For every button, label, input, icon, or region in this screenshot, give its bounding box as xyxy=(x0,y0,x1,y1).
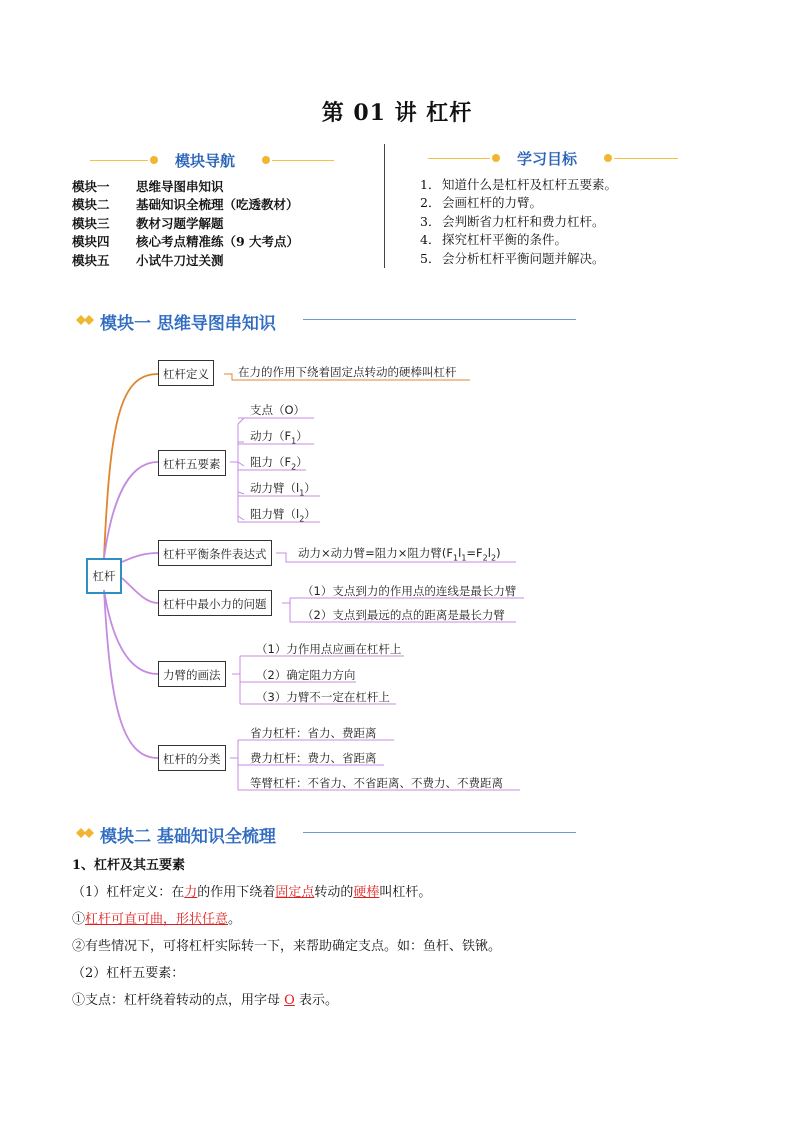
mindmap-leaf: 费力杠杆：费力、省距离 xyxy=(250,751,377,765)
paragraph-fulcrum: ①支点：杠杆绕着转动的点，用字母 O 表示。 xyxy=(72,993,338,1008)
mindmap-leaf: 支点（O） xyxy=(250,403,306,417)
mindmap-leaf: 动力臂$(l_1)$ xyxy=(250,481,316,498)
page-title: 第 01 讲 杠杆 xyxy=(321,100,473,126)
mindmap-leaf: （1）力作用点应画在杠杆上 xyxy=(256,642,402,656)
subsection-heading: 1、杠杆及其五要素 xyxy=(72,858,186,873)
goal-item: 2． 会画杠杆的力臂。 xyxy=(420,195,543,211)
goal-item: 5． 会分析杠杆平衡问题并解决。 xyxy=(420,250,605,266)
mindmap-leaf: 动力×动力臂=阻力×阻力臂$(F_1l_1=F_2l_2)$ xyxy=(298,546,501,563)
mindmap-leaf: 阻力臂$(l_2)$ xyxy=(250,507,316,524)
paragraph-shape: ①杠杆可直可曲，形状任意。 xyxy=(72,912,242,927)
module2-rule xyxy=(303,832,576,833)
paragraph-definition: （1）杠杆定义：在力的作用下绕着固定点转动的硬棒叫杠杆。 xyxy=(72,885,432,900)
mindmap-node-definition: 杠杆定义 xyxy=(158,360,214,386)
mindmap-node-five-elements: 杠杆五要素 xyxy=(158,450,226,476)
goals-heading: 学习目标 xyxy=(517,150,578,168)
goal-item: 1． 知道什么是杠杆及杠杆五要素。 xyxy=(420,177,618,192)
nav-item[interactable]: 模块二 基础知识全梳理（吃透教材） xyxy=(72,197,299,213)
mindmap-leaf: 等臂杠杆：不省力、不省距离、不费力、不费距离 xyxy=(250,776,503,790)
nav-item[interactable]: 模块一 思维导图串知识 xyxy=(72,179,224,194)
mindmap-leaf: （3）力臂不一定在杠杆上 xyxy=(256,690,390,704)
paragraph-five-elements: （2）杠杆五要素： xyxy=(72,966,185,981)
nav-heading: 模块导航 xyxy=(175,152,236,170)
goal-item: 3． 会判断省力杠杆和费力杠杆。 xyxy=(420,213,605,229)
mindmap-leaf: 阻力$(F_2)$ xyxy=(250,455,308,472)
module1-title: 模块一 思维导图串知识 xyxy=(100,314,276,334)
mindmap-leaf: （2）确定阻力方向 xyxy=(256,668,356,682)
nav-item[interactable]: 模块五 小试牛刀过关测 xyxy=(72,252,224,268)
mindmap-leaf: （2）支点到最远的点的距离是最长力臂 xyxy=(302,608,505,622)
module2-title: 模块二 基础知识全梳理 xyxy=(100,827,276,847)
mindmap-leaf: （1）支点到力的作用点的连线是最长力臂 xyxy=(302,584,517,598)
goal-item: 4． 探究杠杆平衡的条件。 xyxy=(420,232,568,248)
mindmap-leaf: 动力$(F_1)$ xyxy=(250,429,308,446)
mindmap-node-min-force: 杠杆中最小力的问题 xyxy=(158,590,272,616)
mindmap-node-balance-condition: 杠杆平衡条件表达式 xyxy=(158,540,272,566)
mindmap-root-node: 杠杆 xyxy=(86,558,122,594)
mindmap-node-classification: 杠杆的分类 xyxy=(158,745,226,771)
mindmap-leaf: 在力的作用下绕着固定点转动的硬棒叫杠杆 xyxy=(238,365,457,379)
mindmap-leaf: 省力杠杆：省力、费距离 xyxy=(250,726,377,740)
paragraph-pivot-tip: ②有些情况下，可将杠杆实际转一下，来帮助确定支点。如：鱼杆、铁锹。 xyxy=(72,939,502,954)
nav-item[interactable]: 模块三 教材习题学解题 xyxy=(72,215,224,231)
section-diamond-icon xyxy=(76,825,96,844)
mindmap-node-arm-drawing: 力臂的画法 xyxy=(158,661,226,687)
nav-item[interactable]: 模块四 核心考点精准练（9 大考点） xyxy=(72,234,300,250)
